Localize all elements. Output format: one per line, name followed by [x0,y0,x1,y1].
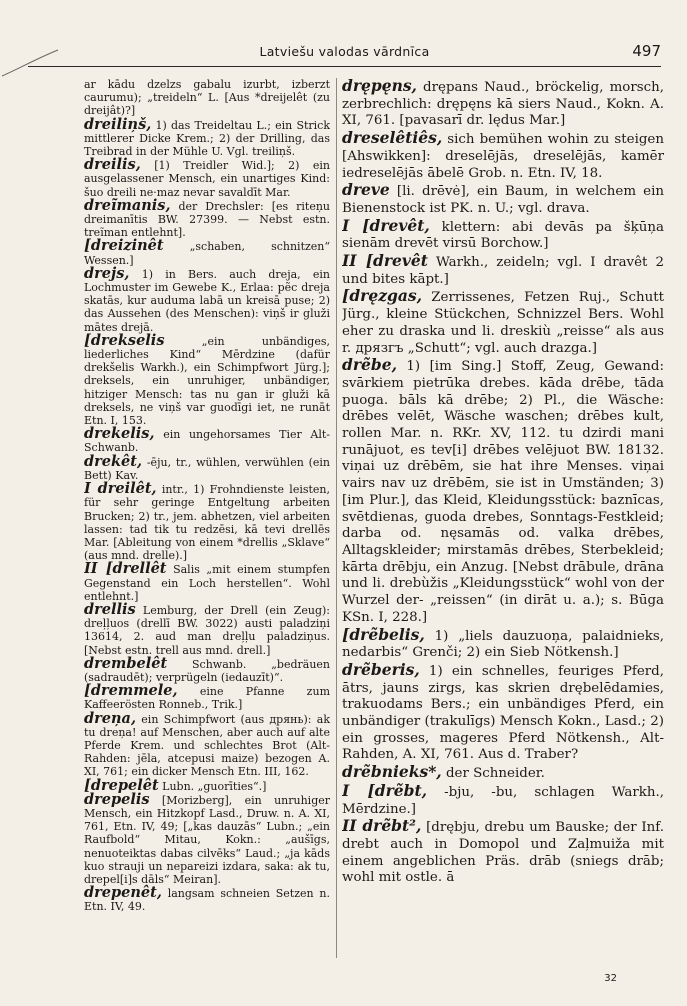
entry-headword: drekêt, [84,452,143,470]
dictionary-entry [84,78,330,118]
dictionary-entry [342,78,664,130]
running-title: Latviešu valodas vārdnīca [259,44,430,59]
dictionary-entry [84,684,330,711]
dictionary-entry [342,659,664,764]
entry-headword: drẽberis, [342,659,420,679]
entry-body: eine Pfanne zum Kaffeerösten Ronneb., Trik.] [84,685,330,712]
entry-body: „ein unbändiges, liederliches Kind“ Mērdzine (dafür drekšelis Warkh.), ein Schimpfwort Jürg.]; dreksels, ein unruhiger, unbändiger, hitziger Mensch: tas nu gan ir gluži kā dreksels, ne viņš var guodīgi iet, ne runāt Etn. I, 153. [84,334,330,428]
entry-headword: drępęns, [342,78,417,95]
entry-body: drępans Naud., bröckelig, morsch, zerbrechlich: drępęns kā siers Naud., Kokn. A. XI, 761. [pavasarī dr. lędus Mar.] [342,80,664,129]
entry-body: klettern: abi devās pa šķūņa sienām drevēt virsū Borchow.] [342,219,664,252]
entry-body: [drębju, drebu um Bauske; der Inf. drebt auch in Domopol und Zaļmuiža mit einem angeblichen Präs. drāb (sniegs drāb; wohl mit ostle. ā [342,820,664,886]
dictionary-entry [342,288,664,357]
dictionary-entry [84,452,330,482]
entry-body: [Morizberg], ein unruhiger Mensch, ein Hitzkopf Lasd., Druw. n. A. XI, 761, Etn. IV, 49; [„kas dauzās“ Lubn.; „ein Raufbold“ Mitau, Kokn.: „aušīgs, nenuoteiktas dabas cilvēks“ Laud.; „ja kāds kuo strauji un nepareizi izdara, saka: ak tu, drepel[i]s dāls“ Meiran]. [84,793,330,886]
dictionary-entry [84,790,330,886]
entry-body: -ēju, tr., wühlen, verwühlen (ein Bett) Kav. [84,455,330,482]
entry-headword: dreĩmanis, [84,196,171,214]
entry-headword: I dreilêt, [84,480,157,498]
entry-headword: [dremmele, [84,682,178,700]
entry-headword: II [drevêt [342,251,428,271]
entry-headword: drepenêt, [84,884,162,902]
entry-headword: [drẽbelis, [342,624,425,644]
entry-body: sich bemühen wohin zu steigen [Ahswikken]: dreselējās, dreselējās, kamēr iedreselējās ābelē Grob. n. Etn. IV, 18. [342,132,664,181]
entry-headword: dreiliņš, [84,115,152,133]
dictionary-entry [84,196,330,240]
entry-headword: drẽbnieks*, [342,762,442,782]
dictionary-entry [84,264,330,334]
entry-body: 1) das Treideltau L.; ein Strick mittlerer Dicke Krem.; 2) der Drilling, das Treibrad in der Mühle U. Vgl. treiliņš. [84,118,330,159]
entry-body: 1) in Bers. auch dreja, ein Lochmuster im Gewebe K., Erlaa: pẽc dreja skatās, kur auduma labā un kreisā puse; 2) das Aussehen (des Menschen): viņš ir gluži mātes drejā. [84,267,330,334]
entry-body: [1) Treidler Wid.]; 2) ein ausgelassener Mensch, ein unartiges Kind: šuo dreili ne·maz nevar savaldīt Mar. [84,159,330,199]
dictionary-entry [342,624,664,662]
entry-headword: dreilis, [84,156,141,174]
dictionary-entry [84,709,330,779]
dictionary-entry [342,357,664,626]
entry-body: ein Schimpfwort (aus дрянь): ak tu dreņa! auf Menschen, aber auch auf alte Pferde Krem. und schlechtes Brot (Alt-Rahden: jēla, atcepusi maize) bezogen A. XI, 761; ein dicker Mensch Etn. III, 162. [84,712,330,779]
entry-body: Salis „mit einem stumpfen Gegenstand ein Loch herstellen“. Wohl entlehnt.] [84,563,330,603]
entry-body: Zerrissenes, Fetzen Ruj., Schutt Jürg., kleine Stückchen, Schnizzel Bers. Wohl eher zu draska und li. dreskiù „reisse“ als aus r. дрязгъ „Schutt“; vgl. auch drazga.] [342,290,664,356]
entry-headword: I [drevêt, [342,215,430,235]
entry-body: Warkh., zeideln; vgl. I dravêt 2 und bites kāpt.] [342,255,664,287]
entry-headword: dreselêtiês, [342,128,443,148]
entry-body: „schaben, schnitzen“ Wessen.] [84,240,330,267]
entry-body: [li. drēvė], ein Baum, in welchem ein Bienenstock ist PK. n. U.; vgl. drava. [342,184,664,216]
entry-body: 1) „liels dauzuoņa, palaidnieks, nedarbis“ Grenči; 2) ein Sieb Nötkensh.] [342,628,664,661]
entry-body: -bju, -bu, schlagen Warkh., Mērdzine.] [342,784,664,817]
dictionary-entry [84,654,330,684]
entry-headword: drejs, [84,264,130,282]
left-column [84,78,330,982]
entry-headword: I [drẽbt, [342,780,428,800]
entry-headword: [dręzgas, [342,286,423,306]
dictionary-entry [342,780,664,818]
dictionary-entry [84,886,330,913]
entry-headword: dreņa, [84,709,136,727]
dictionary-entry [342,130,664,182]
entry-headword: drellis [84,600,136,618]
entry-body: intr., 1) Frohndienste leisten, für sehr geringe Entgeltung arbeiten Brucken; 2) tr., jem. abhetzen, viel arbeiten lassen: tad tik tu redzēsi, kā tevi drellēs Mar. [Ableitung von einem *drellis „Sklave“ (aus mnd. drelle).] [84,483,330,563]
dictionary-entry [84,331,330,428]
entry-headword: dreve [342,180,390,200]
page-header [28,40,661,67]
entry-body: langsam schneien Setzen n. Etn. IV, 49. [84,887,330,914]
dictionary-entry [84,600,330,657]
entry-body: Schwanb. „bedräuen (sadraudēt); verprügeln (iedauzīt)“. [84,657,330,684]
entry-body: Lubn. „guorīties“.] [162,779,267,793]
signature-mark: 32 [604,973,617,984]
entry-body: Lemburg, der Drell (ein Zeug): drel̦l̦uos (drellī BW. 3022) austi paladziņi 13614, 2. aud man drel̦l̦u paladziņus. [Nebst estn. trell aus mnd. drell.] [84,603,330,657]
entry-headword: [drepelêt [84,776,159,794]
dictionary-entry [342,818,664,887]
entry-body: ar kādu dzelzs gabalu izurbt, izberzt caurumu); „treideln“ L. [Aus *dreijelêt (zu dreijât)?] [84,78,330,118]
entry-body: 1) ein schnelles, feuriges Pferd, ātrs, jauns zirgs, kas skrien drębelēdamies, trakuodams Bers.; ein unbändiges Pferd, ein unbändiger (trakulīgs) Mensch Kokn., Lasd.; 2) ein grosses, mageres Pferd Nötkensh., Alt-Rahden, A. XI, 761. Aus d. Traber? [342,663,664,763]
dictionary-entry [342,215,664,253]
entry-headword: [dreizinêt [84,237,164,255]
dictionary-entry [84,158,330,199]
entry-headword: drepelis [84,790,150,808]
page-number: 497 [632,42,661,60]
column-divider [336,78,337,958]
entry-body: 1) [im Sing.] Stoff, Zeug, Gewand: svārkiem pietrūka drebes. kāda drēbe, tāda puoga. bāls kā drēbe; 2) Pl., die Wäsche: drēbes velēt, Wäsche waschen; drēbes kult, rollen Mar. n. RKr. XV, 112. tu dzirdi mani runājuot, es tev[i] drēbes velējuot BW. 18132. viņai uz drēbēm, sie hat ihre Menses. viņai vairs nav uz drēbēm, sie ist in Umständen; 3) [im Plur.], das Kleid, Kleidungsstück: baznīcas, svētdienas, guoda drebes, Sonntags-Festkleid; darba od. nęsamās od. valka drēbes, Alltagskleider; mirstamās drēbes, Sterbekleid; kārta drēbju, ein Anzug. [Nebst drābule, drāna und li. drebùžis „Kleidungsstück“ wohl von der Wurzel der- „reissen“ (in dirāt u. a.); s. Būga KSn. I, 228.] [342,359,664,625]
entry-body: der Schneider. [445,766,545,782]
dictionary-entry [342,253,664,288]
entry-headword: II [drellêt [84,560,167,578]
entry-headword: drembelêt [84,654,168,672]
dictionary-entry [84,115,330,159]
entry-headword: drekelis, [84,425,155,443]
entry-headword: drẽbe, [342,355,397,375]
dictionary-entry [84,482,330,562]
dictionary-entry [84,239,330,266]
entry-headword: II drẽbt², [342,816,422,836]
entry-body: der Drechsler: [es riteņu dreimanītis BW. 27399. — Nebst estn. treĩman entlehnt]. [84,199,330,240]
dictionary-entry [342,182,664,217]
entry-headword: [drekselis [84,331,165,349]
right-column [342,78,664,982]
dictionary-entry [84,562,330,603]
dictionary-entry [84,427,330,454]
entry-body: ein ungehorsames Tier Alt-Schwanb. [84,428,330,455]
